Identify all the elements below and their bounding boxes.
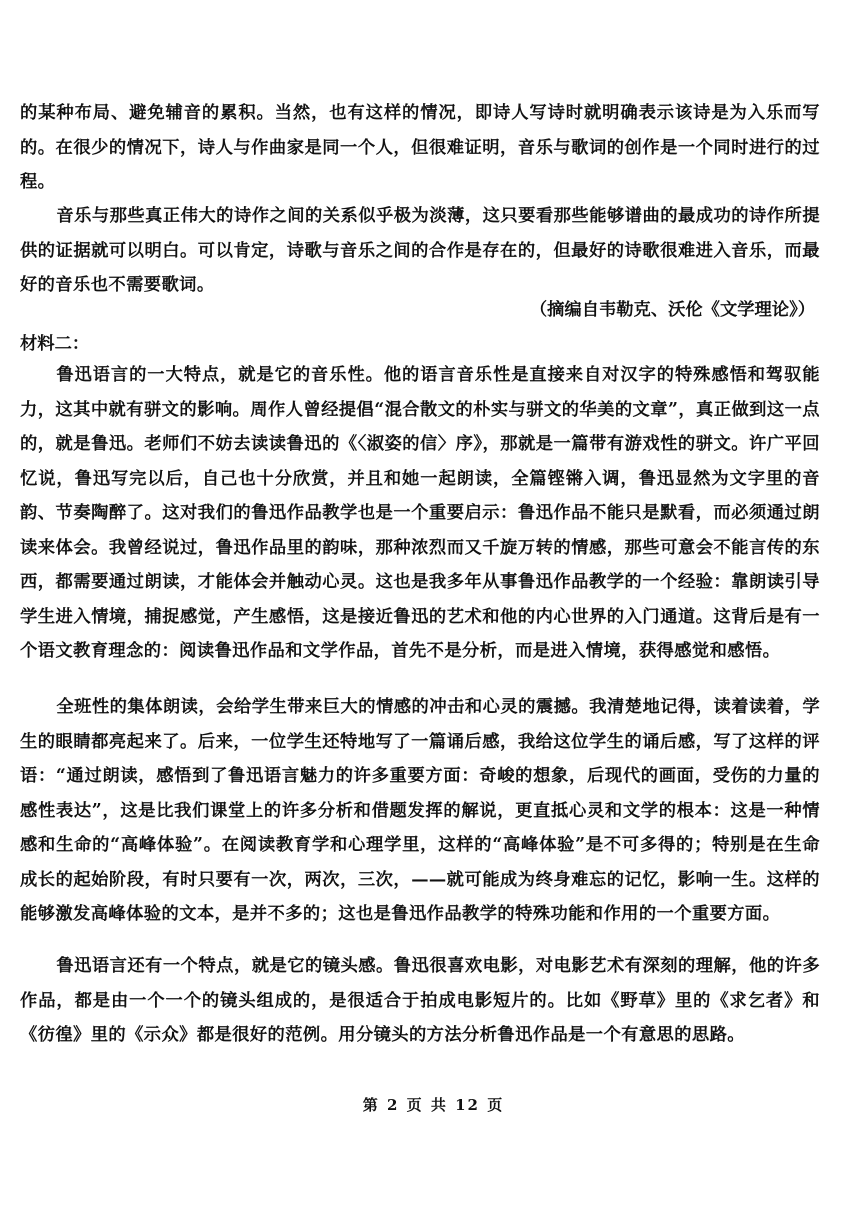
page-number-footer: 第 2 页 共 12 页 bbox=[362, 1096, 505, 1114]
material2-paragraph-1: 鲁迅语言的一大特点，就是它的音乐性。他的语言音乐性是直接来自对汉字的特殊感悟和驾驭能力，这其中就有骈文的影响。周作人曾经提倡“混合散文的朴实与骈文的华美的文章”，真正做到这一点的，就是鲁迅。老师们不妨去读读鲁迅的《〈淑姿的信〉序》，那就是一篇带有游戏性的骈文。许广平回忆说，鲁迅写完以后，自己也十分欣赏，并且和她一起朗读，全篇铿锵入调，鲁迅显然为文字里的音韵、节奏陶醉了。这对我们的鲁迅作品教学也是一个重要启示：鲁迅作品不能只是默看，而必须通过朗读来体会。我曾经说过，鲁迅作品里的韵味，那种浓烈而又千旋万转的情感，那些可意会不能言传的东西，都需要通过朗读，才能体会并触动心灵。这也是我多年从事鲁迅作品教学的一个经验：靠朗读引导学生进入情境，捕捉感觉，产生感悟，这是接近鲁迅的艺术和他的内心世界的入门通道。这背后是有一个语文教育理念的：阅读鲁迅作品和文学作品，首先不是分析，而是进入情境，获得感觉和感悟。 bbox=[20, 365, 820, 661]
material1-source-citation: （摘编自韦勒克、沃伦《文学理论》） bbox=[529, 300, 815, 320]
material2-heading: 材料二： bbox=[20, 334, 90, 354]
material1-paragraph-continuation: 的某种布局、避免辅音的累积。当然，也有这样的情况，即诗人写诗时就明确表示该诗是为入乐而写的。在很少的情况下，诗人与作曲家是同一个人，但很难证明，音乐与歌词的创作是一个同时进行的过程。 bbox=[20, 103, 820, 192]
material2-paragraph-2: 全班性的集体朗读，会给学生带来巨大的情感的冲击和心灵的震撼。我清楚地记得，读着读着，学生的眼睛都亮起来了。后来，一位学生还特地写了一篇诵后感，我给这位学生的诵后感，写了这样的评语：“通过朗读，感悟到了鲁迅语言魅力的许多重要方面：奇峻的想象，后现代的画面，受伤的力量的感性表达”，这是比我们课堂上的许多分析和借题发挥的解说，更直抵心灵和文学的根本：这是一种情感和生命的“高峰体验”。在阅读教育学和心理学里，这样的“高峰体验”是不可多得的；特别是在生命成长的起始阶段，有时只要有一次，两次，三次，——就可能成为终身难忘的记忆，影响一生。这样的能够激发高峰体验的文本，是并不多的；这也是鲁迅作品教学的特殊功能和作用的一个重要方面。 bbox=[20, 697, 820, 924]
material1-paragraph-2: 音乐与那些真正伟大的诗作之间的关系似乎极为淡薄，这只要看那些能够谱曲的最成功的诗作所提供的证据就可以明白。可以肯定，诗歌与音乐之间的合作是存在的，但最好的诗歌很难进入音乐，而最好的音乐也不需要歌词。 bbox=[20, 206, 820, 295]
material2-paragraph-3: 鲁迅语言还有一个特点，就是它的镜头感。鲁迅很喜欢电影，对电影艺术有深刻的理解，他的许多作品，都是由一个一个的镜头组成的，是很适合于拍成电影短片的。比如《野草》里的《求乞者》和《彷徨》里的《示众》都是很好的范例。用分镜头的方法分析鲁迅作品是一个有意思的思路。 bbox=[20, 956, 820, 1045]
